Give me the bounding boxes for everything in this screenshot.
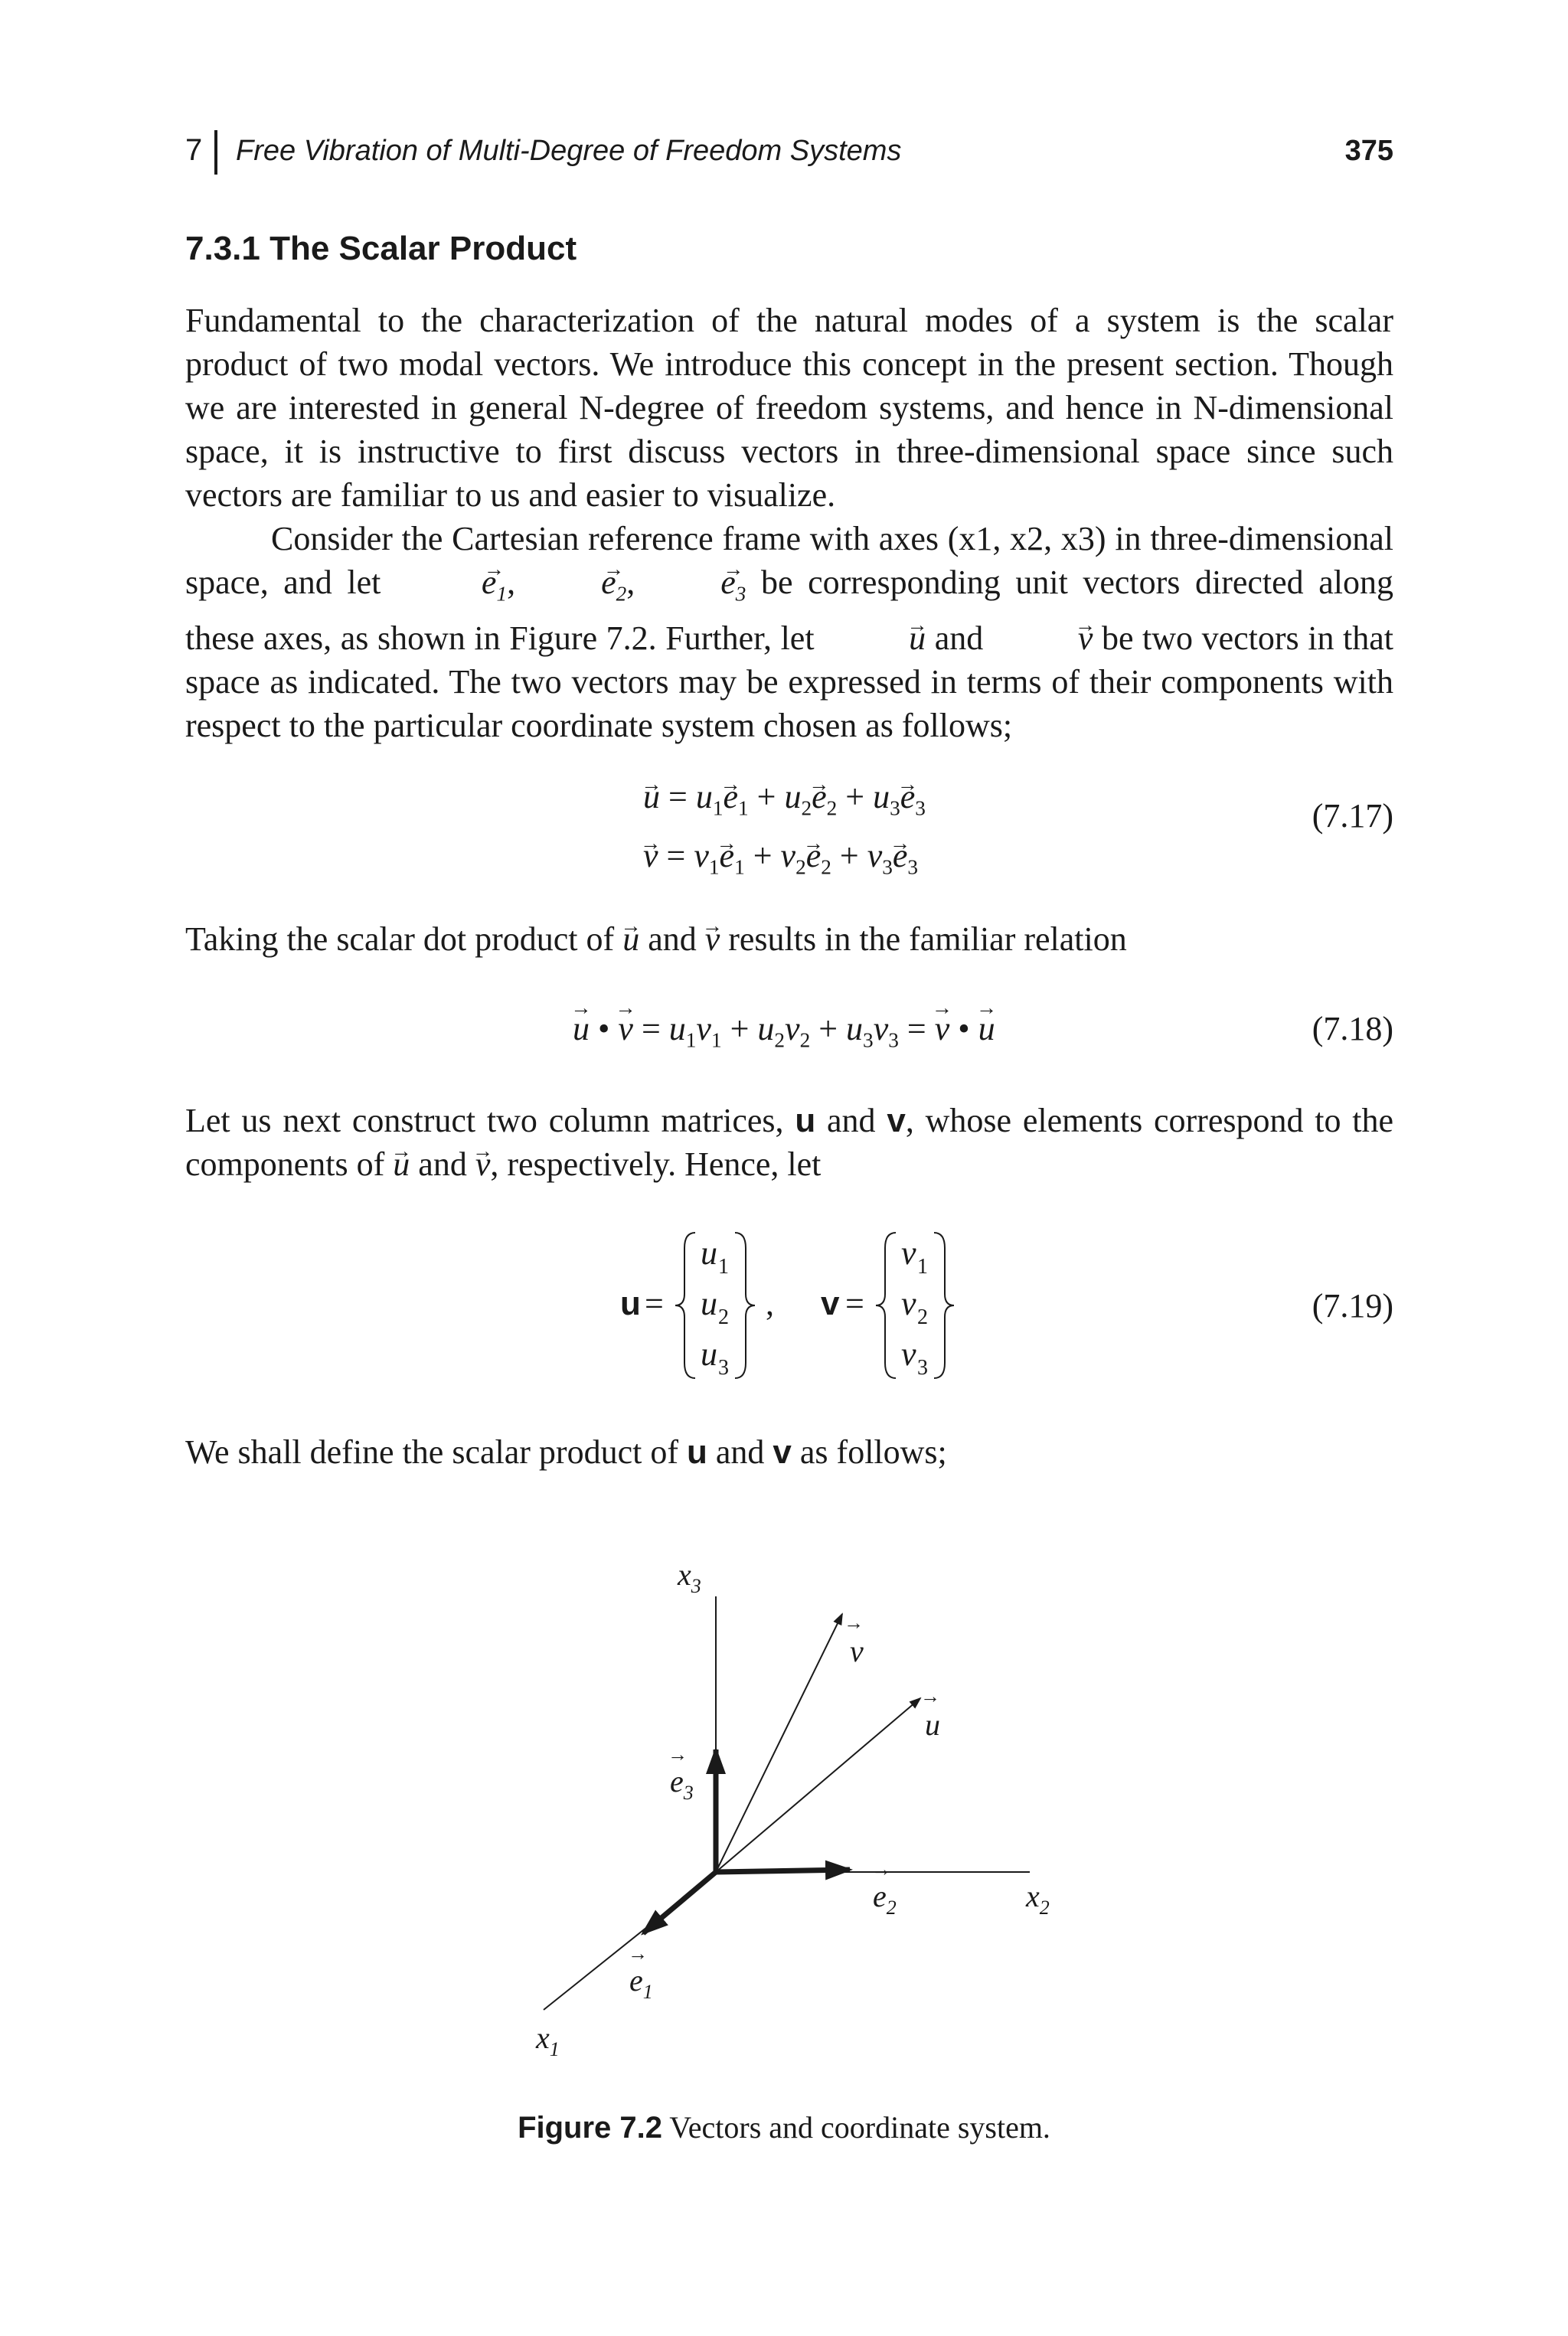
svg-text:u: u: [620, 1285, 641, 1322]
chapter-title: Free Vibration of Multi-Degree of Freedom Systems: [236, 135, 902, 167]
figure-caption: [0, 2109, 1568, 2145]
equation-u-expansion: → $u = u_1\to e_1 + u_2\to e_2 + u_3\to e_3$: [643, 773, 926, 832]
text-frame-b: be corresponding unit vectors directed along these axes, as shown in Figure 7.2. Further, let: [185, 564, 1393, 657]
vector-u-arrow: [716, 1698, 920, 1872]
vector-v-arrow: [716, 1614, 842, 1872]
svg-text:u: u: [701, 1335, 717, 1373]
matrix-v-symbol-2: v: [773, 1433, 792, 1471]
equation-7-18: → u • → $v = u_1v_1 + u_2v_2 + u_3v_3$ = → v • → u: [573, 1009, 995, 1053]
vector-v-inline-2: → v: [475, 1142, 491, 1186]
equation-7-17: [643, 773, 926, 890]
svg-text:=: =: [845, 1285, 864, 1322]
label-x1: $x_1$: [536, 2021, 560, 2060]
svg-text:2: 2: [718, 1305, 729, 1329]
column-matrices-svg: [620, 1221, 972, 1390]
label-u-arrow: →: [920, 1685, 940, 1707]
unit-vector-e2: [716, 1870, 850, 1872]
caption-text: Vectors and coordinate system.: [669, 2110, 1050, 2145]
page-header: [185, 130, 1393, 176]
label-e2-arrow: →: [871, 1858, 891, 1880]
label-v-arrow: →: [844, 1612, 864, 1634]
text-def-c: as follows;: [799, 1433, 947, 1471]
svg-text:v: v: [901, 1285, 916, 1322]
svg-text:u: u: [701, 1285, 717, 1322]
equation-number-7-18: (7.18): [1312, 1010, 1393, 1047]
caption-label: Figure 7.2: [518, 2111, 663, 2145]
text-dot-a: Taking the scalar dot product of: [185, 920, 615, 958]
paragraph-define: [185, 1430, 1393, 1474]
equation-v-expansion: → $v = v_1\to e_1 + v_2\to e_2 + v_3\to e_3$: [643, 832, 926, 891]
header-divider: [214, 130, 217, 175]
equation-number-7-17: (7.17): [1312, 797, 1393, 835]
label-e3-arrow: →: [668, 1743, 688, 1766]
svg-text:1: 1: [917, 1255, 928, 1279]
unit-vector-e1: [643, 1872, 716, 1933]
svg-text:=: =: [645, 1285, 664, 1322]
svg-text:v: v: [901, 1234, 916, 1272]
vector-u: → u: [823, 616, 926, 660]
svg-text:1: 1: [718, 1255, 729, 1279]
svg-text:3: 3: [917, 1356, 928, 1380]
svg-text:u: u: [701, 1234, 717, 1272]
svg-text:v: v: [901, 1335, 916, 1373]
page-number: 375: [1344, 135, 1393, 167]
matrix-u-symbol-2: u: [686, 1433, 707, 1471]
svg-text:2: 2: [917, 1305, 928, 1329]
vector-v: → v: [992, 616, 1093, 660]
label-x3: $x_3$: [678, 1557, 701, 1597]
matrix-v-symbol: v: [887, 1102, 906, 1139]
vector-v-inline: → v: [705, 917, 720, 961]
label-v: v: [850, 1634, 864, 1668]
text-frame-a: Consider the Cartesian reference frame with axes (x1, x2, x3) in three-dimensional space, and let: [185, 520, 1393, 601]
matrix-u-symbol: u: [795, 1102, 816, 1139]
text-col-c: , whose elements correspond to the components of: [185, 1102, 1394, 1183]
label-e1: $e_1$: [629, 1963, 653, 2003]
label-e3: $e_3$: [670, 1764, 694, 1804]
text-col-b: and: [827, 1102, 876, 1139]
svg-text:v: v: [821, 1285, 840, 1322]
text-frame-c: and: [934, 619, 984, 657]
svg-text:3: 3: [718, 1356, 729, 1380]
paragraph-intro: Fundamental to the characterization of the natural modes of a system is the scalar product of two modal vectors. We introduce this concept in the present section. Though we are interested in general N-degree of freedom systems, and hence in N-dimensional space, it is instructive to first discuss vectors in three-dimensional space since such vectors are familiar to us and easier to visualize.: [185, 302, 1393, 514]
figure-vectors: [505, 1539, 1087, 2075]
paragraph-frame: Consider the Cartesian reference frame with axes (x1, x2, x3) in three-dimensional space, and let → $e_1,\to e_2,\to e_3$ be corresponding unit vectors directed along these axes, as shown in Figure 7.2. Further, let → u and → v be two vectors in that space as indicated. The two vectors may be expressed in terms of their components with respect to the particular coordinate system chosen as follows;: [185, 517, 1393, 747]
text-def-b: and: [715, 1433, 765, 1471]
equation-number-7-19: (7.19): [1312, 1287, 1393, 1325]
text-col-a: Let us next construct two column matrices,: [185, 1102, 784, 1139]
vector-u-inline: → u: [622, 917, 639, 961]
text-col-e: , respectively. Hence, let: [490, 1145, 822, 1183]
paragraph-dot-product: [185, 917, 1393, 961]
label-e1-arrow: →: [628, 1942, 648, 1965]
label-u: u: [925, 1707, 940, 1742]
text-dot-b: and: [648, 920, 697, 958]
vector-e2: → $e_2$: [515, 560, 626, 616]
text-frame-d: be two vectors in that space as indicated. The two vectors may be expressed in terms of their components with respect to the particular coordinate system chosen as follows;: [185, 619, 1394, 744]
chapter-number: 7: [185, 133, 203, 167]
text-dot-c: results in the familiar relation: [728, 920, 1127, 958]
section-title: 7.3.1 The Scalar Product: [185, 230, 577, 267]
vector-u-inline-2: → u: [393, 1142, 410, 1186]
vector-e1: → $e_1$: [396, 560, 507, 616]
text-col-d: and: [418, 1145, 467, 1183]
svg-text:,: ,: [766, 1285, 774, 1322]
vector-e3: → $e_3$: [635, 560, 746, 616]
label-x2: $x_2$: [1026, 1879, 1050, 1919]
label-e2: $e_2$: [873, 1879, 897, 1919]
paragraph-column-matrices: [185, 1099, 1393, 1186]
text-def-a: We shall define the scalar product of: [185, 1433, 678, 1471]
